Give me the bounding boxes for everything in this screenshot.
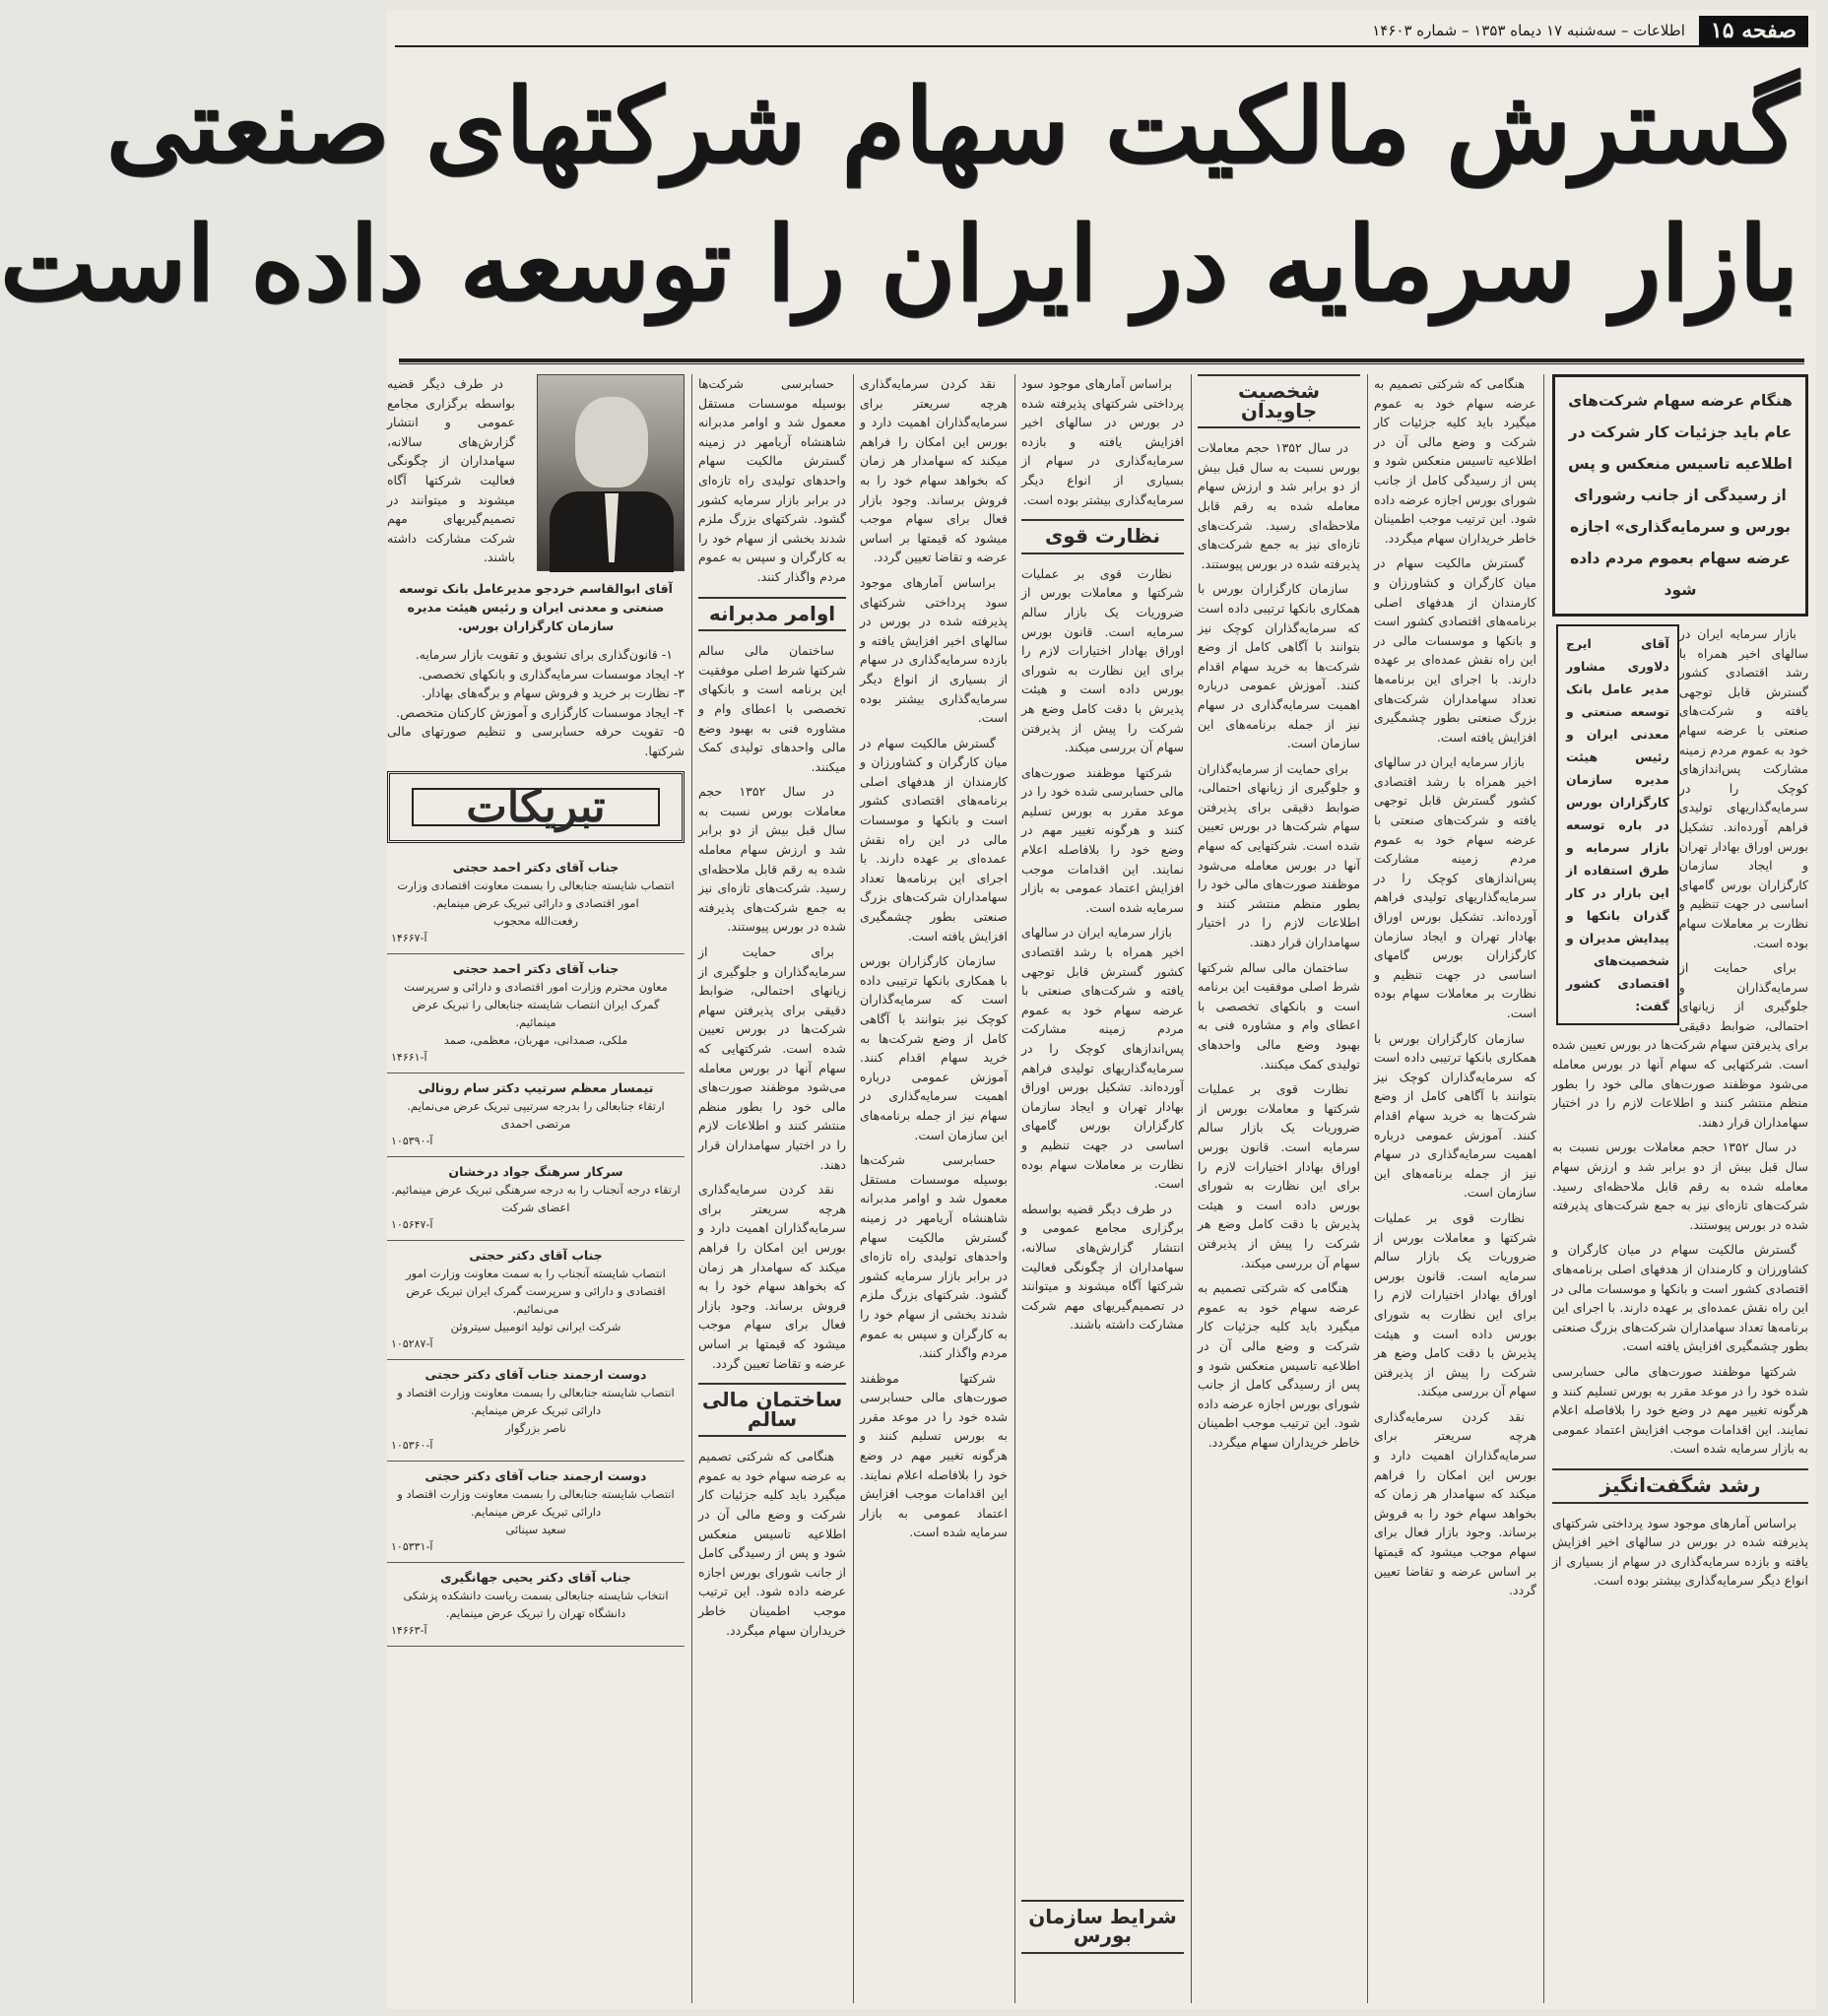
paragraph: بازار سرمایه ایران در سالهای اخیر همراه با رشد اقتصادی کشور گسترش قابل توجهی یافته و شرکت‌های صنعتی با عرضه سهام خود به عموم مردم زمینه مشارکت پس‌اندازهای کوچک را در سرمایه‌گذاریهای تولیدی فراهم آورده‌اند. تشکیل بورس اوراق بهادار تهران و ایجاد سازمان کارگزاران بورس گامهای اساسی در جهت تنظیم و نظارت بر معاملات سهام بوده است. bbox=[1374, 754, 1536, 1020]
column-1 bbox=[1552, 374, 1808, 2003]
ad-item: دوست ارجمند جناب آقای دکتر حجتی انتصاب شایسته جنابعالی را بسمت معاونت وزارت اقتصاد و دارائی تبریک عرض مینمایم. ناصر بزرگوار آ-۱۰۵۳۶۰ bbox=[387, 1360, 685, 1462]
paragraph: در سال ۱۳۵۲ حجم معاملات بورس نسبت به سال قبل بیش از دو برابر شد و ارزش سهام معامله شده به رقم قابل ملاحظه‌ای رسید. شرکت‌های تازه‌ای نیز به جمع شرکت‌های پذیرفته شده در بورس پیوستند. bbox=[1198, 440, 1360, 571]
paragraph: نظارت قوی بر عملیات شرکتها و معاملات بورس از ضروریات یک بازار سالم سرمایه است. قانون بورس اوراق بهادار اختیارات لازم را برای این نظارت به شورای بورس داده است و هیئت پذیرش با دقت کامل وضع هر شرکت را پیش از پذیرفتن سهام آن بررسی میکند. bbox=[1198, 1081, 1360, 1270]
paragraph: براساس آمارهای موجود سود پرداختی شرکتهای پذیرفته شده در بورس در سالهای اخیر افزایش یافته و بازده سرمایه‌گذاری در سهام از بسیاری از انواع دیگر سرمایه‌گذاری بیشتر بوده است. bbox=[1021, 376, 1184, 507]
paragraph: شرکتها موظفند صورت‌های مالی حسابرسی شده خود را در موعد مقرر به بورس تسلیم کنند و هرگونه تغییر مهم در وضع خود را بلافاصله اعلام نمایند. این اقدامات موجب افزایش اعتماد عمومی به بازار سرمایه شده است. bbox=[860, 1370, 1008, 1540]
issue-info: اطلاعات – سه‌شنبه ۱۷ دیماه ۱۳۵۳ – شماره ۱۴۶۰۳ bbox=[1372, 22, 1685, 39]
paragraph: شرکتها موظفند صورت‌های مالی حسابرسی شده خود را در موعد مقرر به بورس تسلیم کنند و هرگونه تغییر مهم در وضع خود را بلافاصله اعلام نمایند. این اقدامات موجب افزایش اعتماد عمومی به بازار سرمایه شده است. bbox=[1021, 764, 1184, 915]
summary-box: هنگام عرضه سهام شرکت‌های عام باید جزئیات کار شرکت در اطلاعیه تاسیس منعکس و پس از رسیدگی از جانب رشورای بورس و سرمایه‌گذاری» اجازه عرضه سهام بعموم مردم داده شود bbox=[1552, 374, 1808, 617]
paragraph: برای حمایت از سرمایه‌گذاران و جلوگیری از زیانهای احتمالی، ضوابط دقیقی برای پذیرفتن سهام شرکت‌ها در بورس تعیین شده است. شرکتهایی که سهام آنها در بورس معامله می‌شود موظفند صورت‌های مالی خود را بطور منظم منتشر کنند و اطلاعات لازم را در اختیار سهامداران قرار دهند. bbox=[1198, 760, 1360, 950]
paragraph: نقد کردن سرمایه‌گذاری هرچه سریعتر برای سرمایه‌گذاران اهمیت دارد و بورس این امکان را فراهم میکند که سهامدار هر زمان که بخواهد سهام خود را به فروش برساند. وجود بازار فعال برای سهام موجب میشود که قیمتها بر اساس عرضه و تقاضا تعیین گردد. bbox=[860, 376, 1008, 565]
subhead-sound-finance: ساختمان مالی سالم bbox=[698, 1383, 846, 1437]
paragraph: در سال ۱۳۵۲ حجم معاملات بورس نسبت به سال قبل بیش از دو برابر شد و ارزش سهام معامله شده به رقم قابل ملاحظه‌ای رسید. شرکت‌های تازه‌ای نیز به جمع شرکت‌های پذیرفته شده در بورس پیوستند. bbox=[698, 784, 846, 935]
speaker-credits: آقای ایرج دلاوری مشاور مدیر عامل بانک توسعه صنعتی و معدنی ایران و رئیس هیئت مدیره سازمان کارگزاران بورس در باره توسعه بازار سرمایه و طرق استفاده از این بازار در کار گذران بانکها و پیدایش مدیران و شخصیت‌های اقتصادی کشور گفت: bbox=[1556, 624, 1679, 1025]
ad-item: جناب آقای دکتر حجتی انتصاب شایسته آنجناب را به سمت معاونت وزارت امور اقتصادی و دارائی و سرپرست گمرک ایران تبریک عرض می‌نمائیم. شرکت ایرانی تولید اتومبیل سیتروئن آ-۱۰۵۲۸۷ bbox=[387, 1241, 685, 1360]
paragraph: گسترش مالکیت سهام در میان کارگران و کشاورزان و کارمندان از هدفهای اصلی برنامه‌های اقتصادی کشور است و بانکها و موسسات مالی در این راه نقش عمده‌ای بر عهده دارند. با اجرای این برنامه‌ها تعداد سهامداران شرکت‌های بزرگ صنعتی بطور چشمگیری افزایش یافته است. bbox=[1374, 555, 1536, 745]
folio-line bbox=[395, 16, 1808, 47]
paragraph: گسترش مالکیت سهام در میان کارگران و کشاورزان و کارمندان از هدفهای اصلی برنامه‌های اقتصادی کشور است و بانکها و موسسات مالی در این راه نقش عمده‌ای بر عهده دارند. با اجرای این برنامه‌ها تعداد سهامداران شرکت‌های بزرگ صنعتی بطور چشمگیری افزایش یافته است. bbox=[860, 735, 1008, 943]
paragraph: نقد کردن سرمایه‌گذاری هرچه سریعتر برای سرمایه‌گذاران اهمیت دارد و بورس این امکان را فراهم میکند که سهامدار هر زمان که بخواهد سهام خود را به فروش برساند. وجود بازار فعال برای سهام موجب میشود که قیمتها بر اساس عرضه و تقاضا تعیین گردد. bbox=[698, 1182, 846, 1371]
paragraph: حسابرسی شرکت‌ها بوسیله موسسات مستقل معمول شد و اوامر مدبرانه شاهنشاه آریامهر در زمینه گسترش مالکیت سهام واحدهای تولیدی راه تازه‌ای در برابر بازار سرمایه کشور گشود. شرکتهای بزرگ ملزم شدند بخشی از سهام خود را به کارگران و سپس به عموم مردم واگذار کنند. bbox=[698, 376, 846, 584]
paragraph: هنگامی که شرکتی تصمیم به عرضه سهام خود به عموم میگیرد باید کلیه جزئیات کار شرکت و وضع مالی آن در اطلاعیه تاسیس منعکس شود و پس از رسیدگی کامل از جانب شورای بورس اجازه عرضه داده شود. این ترتیب موجب اطمینان خاطر خریداران سهام میگردد. bbox=[1198, 1280, 1360, 1450]
paragraph: شرکتها موظفند صورت‌های مالی حسابرسی شده خود را در موعد مقرر به بورس تسلیم کنند و هرگونه تغییر مهم در وضع خود را بلافاصله اعلام نمایند. این اقدامات موجب افزایش اعتماد عمومی به بازار سرمایه شده است. bbox=[1552, 1363, 1808, 1457]
paragraph: نظارت قوی بر عملیات شرکتها و معاملات بورس از ضروریات یک بازار سالم سرمایه است. قانون بورس اوراق بهادار اختیارات لازم را برای این نظارت به شورای بورس داده است و هیئت پذیرش با دقت کامل وضع هر شرکت را پیش از پذیرفتن سهام آن بررسی میکند. bbox=[1374, 1209, 1536, 1399]
column-2 bbox=[1374, 374, 1536, 2003]
headline-rule bbox=[399, 358, 1804, 364]
ad-item: جناب آقای دکتر یحیی جهانگیری انتخاب شایسته جنابعالی بسمت ریاست دانشکده پزشکی دانشگاه تهران را تبریک عرض مینمایم. آ-۱۴۶۶۳ bbox=[387, 1563, 685, 1647]
paragraph: ساختمان مالی سالم شرکتها شرط اصلی موفقیت این برنامه است و بانکهای تخصصی با اعطای وام و مشاوره فنی به بهبود وضع مالی واحدهای تولیدی کمک میکنند. bbox=[698, 643, 846, 774]
ad-item: سرکار سرهنگ جواد درخشان ارتقاء درجه آنجناب را به درجه سرهنگی تبریک عرض مینمائیم. اعضای شرکت آ-۱۰۵۶۴۷ bbox=[387, 1157, 685, 1241]
column-6 bbox=[698, 374, 846, 2003]
paragraph-list: ۱- قانون‌گذاری برای تشویق و تقویت بازار سرمایه. ۲- ایجاد موسسات سرمایه‌گذاری و بانکهای تخصصی. ۳- نظارت بر خرید و فروش سهام و برگه‌های بهادار. ۴- ایجاد موسسات کارگزاری و آموزش کارکنان متخصص. ۵- تقویت حرفه حسابرسی و تنظیم صورتهای مالی شرکتها. bbox=[387, 647, 685, 758]
paragraph: ساختمان مالی سالم شرکتها شرط اصلی موفقیت این برنامه است و بانکهای تخصصی با اعطای وام و مشاوره فنی به بهبود وضع مالی واحدهای تولیدی کمک میکنند. bbox=[1198, 959, 1360, 1072]
headline-line-2: بازار سرمایه در ایران را توسعه داده است bbox=[0, 203, 1798, 324]
headline bbox=[0, 57, 1798, 358]
headline-line-1: گسترش مالکیت سهام شرکتهای صنعتی bbox=[105, 65, 1798, 186]
subhead-oversight: نظارت قوی bbox=[1021, 519, 1184, 554]
portrait-photo bbox=[537, 374, 685, 571]
paragraph: نقد کردن سرمایه‌گذاری هرچه سریعتر برای سرمایه‌گذاران اهمیت دارد و بورس این امکان را فراهم میکند که سهامدار هر زمان که بخواهد سهام خود را به فروش برساند. وجود بازار فعال برای سهام موجب میشود که قیمتها بر اساس عرضه و تقاضا تعیین گردد. bbox=[1374, 1408, 1536, 1598]
column-4 bbox=[1021, 374, 1184, 2003]
subhead-personality: شخصیت جاویدان bbox=[1198, 374, 1360, 428]
paragraph: حسابرسی شرکت‌ها بوسیله موسسات مستقل معمول شد و اوامر مدبرانه شاهنشاه آریامهر در زمینه گسترش مالکیت سهام واحدهای تولیدی راه تازه‌ای در برابر بازار سرمایه کشور گشود. شرکتهای بزرگ ملزم شدند بخشی از سهام خود را به کارگران و سپس به عموم مردم واگذار کنند. bbox=[860, 1152, 1008, 1361]
ad-item: جناب آقای دکتر احمد حجتی معاون محترم وزارت امور اقتصادی و دارائی و سرپرست گمرک ایران انتصاب شایسته جنابعالی را تبریک عرض مینمائیم. ملکی، صمدانی، مهربان، معظمی، صمد آ-۱۴۶۶۱ bbox=[387, 954, 685, 1073]
subhead-exchange-conditions: شرایط سازمان بورس bbox=[1021, 1900, 1184, 1954]
paragraph: هنگامی که شرکتی تصمیم به عرضه سهام خود به عموم میگیرد باید کلیه جزئیات کار شرکت و وضع مالی آن در اطلاعیه تاسیس منعکس شود و پس از رسیدگی کامل از جانب شورای بورس اجازه عرضه داده شود. این ترتیب موجب اطمینان خاطر خریداران سهام میگردد. bbox=[1374, 376, 1536, 546]
congratulation-ads bbox=[387, 853, 685, 1647]
column-5 bbox=[860, 374, 1008, 2003]
paragraph: بازار سرمایه ایران در سالهای اخیر همراه با رشد اقتصادی کشور گسترش قابل توجهی یافته و شرکت‌های صنعتی با عرضه سهام خود به عموم مردم زمینه مشارکت پس‌اندازهای کوچک را در سرمایه‌گذاریهای تولیدی فراهم آورده‌اند. تشکیل بورس اوراق بهادار تهران و ایجاد سازمان کارگزاران بورس گامهای اساسی در جهت تنظیم و نظارت بر معاملات سهام بوده است. bbox=[1021, 925, 1184, 1192]
paragraph: براساس آمارهای موجود سود پرداختی شرکتهای پذیرفته شده در بورس در سالهای اخیر افزایش یافته و بازده سرمایه‌گذاری در سهام از بسیاری از انواع دیگر سرمایه‌گذاری بیشتر بوده است. bbox=[1552, 1515, 1808, 1589]
paragraph: نظارت قوی بر عملیات شرکتها و معاملات بورس از ضروریات یک بازار سالم سرمایه است. قانون بورس اوراق بهادار اختیارات لازم را برای این نظارت به شورای بورس داده است و هیئت پذیرش با دقت کامل وضع هر شرکت را پیش از پذیرفتن سهام آن بررسی میکند. bbox=[1021, 565, 1184, 755]
column-7 bbox=[387, 374, 685, 2003]
paragraph: برای حمایت از سرمایه‌گذاران و جلوگیری از زیانهای احتمالی، ضوابط دقیقی برای پذیرفتن سهام شرکت‌ها در بورس تعیین شده است. شرکتهایی که سهام آنها در بورس معامله می‌شود موظفند صورت‌های مالی خود را بطور منظم منتشر کنند و اطلاعات لازم را در اختیار سهامداران قرار دهند. bbox=[698, 944, 846, 1172]
newspaper-page bbox=[0, 10, 1816, 2009]
paragraph: براساس آمارهای موجود سود پرداختی شرکتهای پذیرفته شده در بورس در سالهای اخیر افزایش یافته و بازده سرمایه‌گذاری در سهام از بسیاری از انواع دیگر سرمایه‌گذاری بیشتر بوده است. bbox=[860, 574, 1008, 726]
paragraph: در سال ۱۳۵۲ حجم معاملات بورس نسبت به سال قبل بیش از دو برابر شد و ارزش سهام معامله شده به رقم قابل ملاحظه‌ای رسید. شرکت‌های تازه‌ای نیز به جمع شرکت‌های پذیرفته شده در بورس پیوستند. bbox=[1552, 1139, 1808, 1232]
paragraph: سازمان کارگزاران بورس با همکاری بانکها ترتیبی داده است که سرمایه‌گذاران کوچک نیز بتوانند با آگاهی کامل از وضع شرکت‌ها به خرید سهام اقدام کنند. آموزش عمومی درباره اهمیت سرمایه‌گذاری در سهام نیز از جمله برنامه‌های این سازمان است. bbox=[1374, 1030, 1536, 1201]
article-columns bbox=[387, 374, 1808, 2003]
congratulations-banner bbox=[387, 771, 685, 844]
paragraph: سازمان کارگزاران بورس با همکاری بانکها ترتیبی داده است که سرمایه‌گذاران کوچک نیز بتوانند با آگاهی کامل از وضع شرکت‌ها به خرید سهام اقدام کنند. آموزش عمومی درباره اهمیت سرمایه‌گذاری در سهام نیز از جمله برنامه‌های این سازمان است. bbox=[1198, 581, 1360, 751]
photo-caption: آقای ابوالقاسم خردجو مدیرعامل بانک توسعه صنعتی و معدنی ایران و رئیس هیئت مدیره سازمان کارگزاران بورس. bbox=[399, 581, 673, 633]
congratulations-title: تبریکات bbox=[412, 788, 660, 827]
paragraph: در طرف دیگر قضیه بواسطه برگزاری مجامع عمومی و انتشار گزارش‌های سالانه، سهامداران از چگونگی فعالیت شرکتها آگاه میشوند و میتوانند در تصمیم‌گیریهای مهم شرکت مشارکت داشته باشند. bbox=[1021, 1201, 1184, 1333]
column-7-side-text bbox=[387, 374, 515, 573]
ad-item: دوست ارجمند جناب آقای دکتر حجتی انتصاب شایسته جنابعالی را بسمت معاونت وزارت اقتصاد و دارائی تبریک عرض مینمایم. سعید سینائی آ-۱۰۵۳۳۱ bbox=[387, 1462, 685, 1563]
paragraph: بازار سرمایه ایران در سالهای اخیر همراه با رشد اقتصادی کشور گسترش قابل توجهی یافته و شرکت‌های صنعتی با عرضه سهام خود به عموم مردم زمینه مشارکت پس‌اندازهای کوچک را در سرمایه‌گذاریهای تولیدی فراهم آورده‌اند. تشکیل بورس اوراق بهادار تهران و ایجاد سازمان کارگزاران بورس گامهای اساسی در جهت تنظیم و نظارت بر معاملات سهام بوده است. bbox=[1678, 626, 1808, 950]
paragraph: برای حمایت از سرمایه‌گذاران و جلوگیری از زیانهای احتمالی، ضوابط دقیقی برای پذیرفتن سهام شرکت‌ها در بورس تعیین شده است. شرکتهایی که سهام آنها در بورس معامله می‌شود موظفند صورت‌های مالی خود را بطور منظم منتشر کنند و اطلاعات لازم را در اختیار سهامداران قرار دهند. bbox=[1552, 960, 1808, 1130]
paragraph: گسترش مالکیت سهام در میان کارگران و کشاورزان و کارمندان از هدفهای اصلی برنامه‌های اقتصادی کشور است و بانکها و موسسات مالی در این راه نقش عمده‌ای بر عهده دارند. با اجرای این برنامه‌ها تعداد سهامداران شرکت‌های بزرگ صنعتی بطور چشمگیری افزایش یافته است. bbox=[1552, 1242, 1808, 1354]
page-number: صفحه ۱۵ bbox=[1699, 16, 1808, 45]
subhead-wise-orders: اوامر مدبرانه bbox=[698, 597, 846, 632]
ad-item: تیمسار معظم سرتیپ دکتر سام رونالی ارتقاء جنابعالی را بدرجه سرتیپی تبریک عرض می‌نمایم. مرتضی احمدی آ-۱۰۵۳۹۰ bbox=[387, 1073, 685, 1157]
paragraph: سازمان کارگزاران بورس با همکاری بانکها ترتیبی داده است که سرمایه‌گذاران کوچک نیز بتوانند با آگاهی کامل از وضع شرکت‌ها به خرید سهام اقدام کنند. آموزش عمومی درباره اهمیت سرمایه‌گذاری در سهام نیز از جمله برنامه‌های این سازمان است. bbox=[860, 953, 1008, 1142]
column-3 bbox=[1198, 374, 1360, 2003]
paragraph: هنگامی که شرکتی تصمیم به عرضه سهام خود به عموم میگیرد باید کلیه جزئیات کار شرکت و وضع مالی آن در اطلاعیه تاسیس منعکس شود و پس از رسیدگی کامل از جانب شورای بورس اجازه عرضه داده شود. این ترتیب موجب اطمینان خاطر خریداران سهام میگردد. bbox=[698, 1449, 846, 1638]
ad-item: جناب آقای دکتر احمد حجتی انتصاب شایسته جنابعالی را بسمت معاونت اقتصادی وزارت امور اقتصادی و دارائی تبریک عرض مینمایم. رفعت‌الله محجوب آ-۱۴۶۶۷ bbox=[387, 853, 685, 954]
subhead-growth: رشد شگفت‌انگیز bbox=[1552, 1468, 1808, 1504]
paragraph: در طرف دیگر قضیه بواسطه برگزاری مجامع عمومی و انتشار گزارش‌های سالانه، سهامداران از چگونگی فعالیت شرکتها آگاه میشوند و میتوانند در تصمیم‌گیریهای مهم شرکت مشارکت داشته باشند. bbox=[387, 376, 515, 565]
